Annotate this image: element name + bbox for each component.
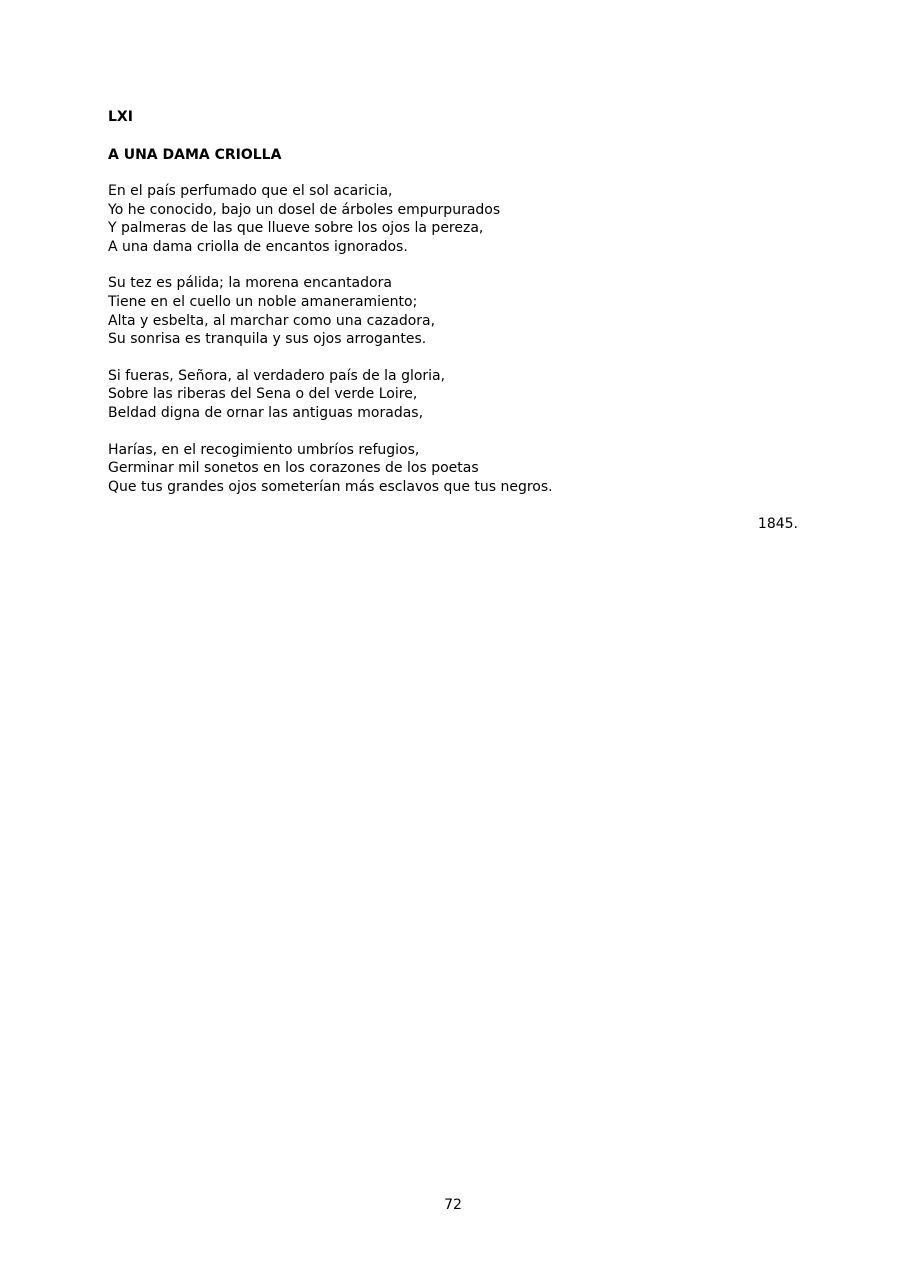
stanza	[108, 274, 808, 348]
stanza	[108, 441, 808, 497]
poem-line: Harías, en el recogimiento umbríos refugios,	[108, 441, 420, 458]
poem-line: Si fueras, Señora, al verdadero país de la gloria,	[108, 367, 446, 384]
poem-title: A UNA DAMA CRIOLLA	[108, 147, 282, 163]
poem-line: Beldad digna de ornar las antiguas moradas,	[108, 404, 424, 421]
poem-line: En el país perfumado que el sol acaricia,	[108, 183, 393, 199]
poem-line: Sobre las riberas del Sena o del verde Loire,	[108, 386, 418, 403]
poem-line: Yo he conocido, bajo un dosel de árboles empurpurados	[108, 201, 501, 218]
poem-line: Y palmeras de las que llueve sobre los ojos la pereza,	[108, 220, 484, 237]
poem-line: Que tus grandes ojos someterían más esclavos que tus negros.	[108, 478, 553, 495]
poem-date: 1845.	[757, 516, 798, 532]
poem-line: Alta y esbelta, al marchar como una cazadora,	[108, 312, 436, 329]
section-number: LXI	[108, 109, 133, 125]
poem-line: Germinar mil sonetos en los corazones de los poetas	[108, 460, 479, 477]
poem-body	[108, 182, 808, 514]
poem-line: Su sonrisa es tranquila y sus ojos arrogantes.	[108, 331, 427, 348]
poem-line: Su tez es pálida; la morena encantadora	[108, 275, 392, 292]
poem-line: A una dama criolla de encantos ignorados.	[108, 238, 408, 255]
stanza	[108, 182, 808, 256]
page-number: 72	[444, 1197, 462, 1213]
stanza	[108, 367, 808, 423]
poem-line: Tiene en el cuello un noble amaneramiento;	[108, 293, 418, 310]
